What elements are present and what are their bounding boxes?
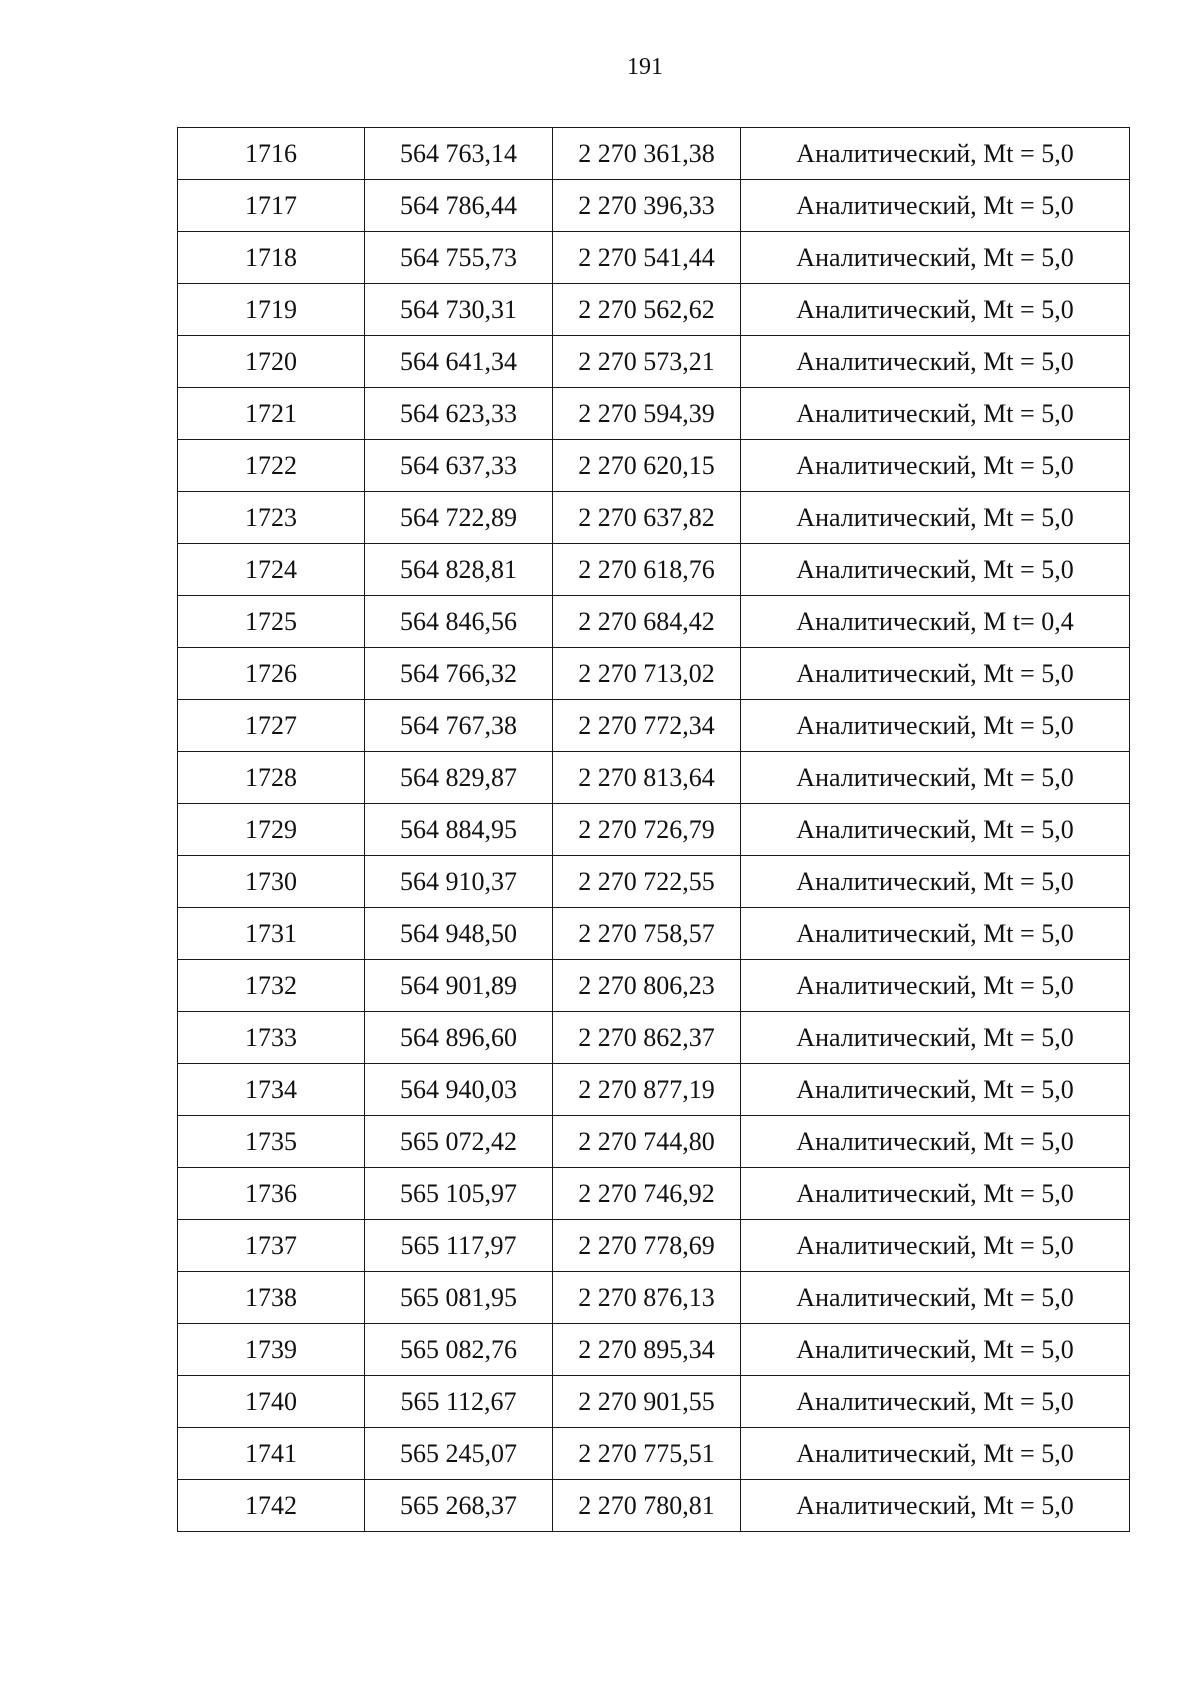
y-coordinate-cell: 2 270 876,13: [553, 1272, 741, 1324]
y-coordinate-cell: 2 270 746,92: [553, 1168, 741, 1220]
x-coordinate-cell: 564 940,03: [365, 1064, 553, 1116]
point-number-cell: 1720: [178, 336, 365, 388]
method-cell: Аналитический, Mt = 5,0: [741, 492, 1130, 544]
x-coordinate-cell: 564 623,33: [365, 388, 553, 440]
method-cell: Аналитический, Mt = 5,0: [741, 180, 1130, 232]
x-coordinate-cell: 564 901,89: [365, 960, 553, 1012]
table-row: [178, 388, 1130, 440]
y-coordinate-cell: 2 270 618,76: [553, 544, 741, 596]
table-row: [178, 284, 1130, 336]
y-coordinate-cell: 2 270 780,81: [553, 1480, 741, 1532]
point-number-cell: 1731: [178, 908, 365, 960]
table-row: [178, 960, 1130, 1012]
coordinates-table: [177, 127, 1130, 1532]
method-cell: Аналитический, Mt = 5,0: [741, 1428, 1130, 1480]
y-coordinate-cell: 2 270 361,38: [553, 128, 741, 180]
table-row: [178, 1376, 1130, 1428]
x-coordinate-cell: 564 722,89: [365, 492, 553, 544]
table-row: [178, 596, 1130, 648]
method-cell: Аналитический, Mt = 5,0: [741, 388, 1130, 440]
point-number-cell: 1733: [178, 1012, 365, 1064]
x-coordinate-cell: 565 112,67: [365, 1376, 553, 1428]
y-coordinate-cell: 2 270 562,62: [553, 284, 741, 336]
table-row: [178, 752, 1130, 804]
y-coordinate-cell: 2 270 573,21: [553, 336, 741, 388]
page-number: 191: [627, 54, 663, 80]
y-coordinate-cell: 2 270 775,51: [553, 1428, 741, 1480]
point-number-cell: 1738: [178, 1272, 365, 1324]
point-number-cell: 1723: [178, 492, 365, 544]
y-coordinate-cell: 2 270 594,39: [553, 388, 741, 440]
point-number-cell: 1732: [178, 960, 365, 1012]
method-cell: Аналитический, Mt = 5,0: [741, 232, 1130, 284]
x-coordinate-cell: 565 245,07: [365, 1428, 553, 1480]
method-cell: Аналитический, Mt = 5,0: [741, 1012, 1130, 1064]
x-coordinate-cell: 564 948,50: [365, 908, 553, 960]
point-number-cell: 1717: [178, 180, 365, 232]
method-cell: Аналитический, Mt = 5,0: [741, 648, 1130, 700]
method-cell: Аналитический, Mt = 5,0: [741, 1064, 1130, 1116]
point-number-cell: 1724: [178, 544, 365, 596]
x-coordinate-cell: 565 081,95: [365, 1272, 553, 1324]
method-cell: Аналитический, Mt = 5,0: [741, 128, 1130, 180]
y-coordinate-cell: 2 270 684,42: [553, 596, 741, 648]
point-number-cell: 1734: [178, 1064, 365, 1116]
table-row: [178, 1168, 1130, 1220]
point-number-cell: 1719: [178, 284, 365, 336]
y-coordinate-cell: 2 270 772,34: [553, 700, 741, 752]
table-row: [178, 700, 1130, 752]
method-cell: Аналитический, Mt = 5,0: [741, 1324, 1130, 1376]
point-number-cell: 1737: [178, 1220, 365, 1272]
point-number-cell: 1740: [178, 1376, 365, 1428]
y-coordinate-cell: 2 270 637,82: [553, 492, 741, 544]
method-cell: Аналитический, Mt = 5,0: [741, 440, 1130, 492]
table-row: [178, 1480, 1130, 1532]
point-number-cell: 1728: [178, 752, 365, 804]
y-coordinate-cell: 2 270 620,15: [553, 440, 741, 492]
method-cell: Аналитический, Mt = 5,0: [741, 544, 1130, 596]
x-coordinate-cell: 564 829,87: [365, 752, 553, 804]
x-coordinate-cell: 564 767,38: [365, 700, 553, 752]
table-row: [178, 492, 1130, 544]
method-cell: Аналитический, Mt = 5,0: [741, 1168, 1130, 1220]
point-number-cell: 1718: [178, 232, 365, 284]
x-coordinate-cell: 564 910,37: [365, 856, 553, 908]
y-coordinate-cell: 2 270 806,23: [553, 960, 741, 1012]
y-coordinate-cell: 2 270 758,57: [553, 908, 741, 960]
y-coordinate-cell: 2 270 541,44: [553, 232, 741, 284]
x-coordinate-cell: 564 846,56: [365, 596, 553, 648]
point-number-cell: 1730: [178, 856, 365, 908]
y-coordinate-cell: 2 270 901,55: [553, 1376, 741, 1428]
y-coordinate-cell: 2 270 713,02: [553, 648, 741, 700]
x-coordinate-cell: 564 641,34: [365, 336, 553, 388]
point-number-cell: 1741: [178, 1428, 365, 1480]
x-coordinate-cell: 564 763,14: [365, 128, 553, 180]
table-body: [178, 128, 1130, 1532]
point-number-cell: 1727: [178, 700, 365, 752]
x-coordinate-cell: 564 766,32: [365, 648, 553, 700]
table-row: [178, 440, 1130, 492]
y-coordinate-cell: 2 270 877,19: [553, 1064, 741, 1116]
point-number-cell: 1739: [178, 1324, 365, 1376]
x-coordinate-cell: 565 105,97: [365, 1168, 553, 1220]
point-number-cell: 1716: [178, 128, 365, 180]
method-cell: Аналитический, Mt = 5,0: [741, 1272, 1130, 1324]
method-cell: Аналитический, Mt = 5,0: [741, 752, 1130, 804]
y-coordinate-cell: 2 270 722,55: [553, 856, 741, 908]
method-cell: Аналитический, M t= 0,4: [741, 596, 1130, 648]
x-coordinate-cell: 565 117,97: [365, 1220, 553, 1272]
y-coordinate-cell: 2 270 744,80: [553, 1116, 741, 1168]
method-cell: Аналитический, Mt = 5,0: [741, 336, 1130, 388]
point-number-cell: 1729: [178, 804, 365, 856]
x-coordinate-cell: 564 786,44: [365, 180, 553, 232]
point-number-cell: 1726: [178, 648, 365, 700]
table-row: [178, 128, 1130, 180]
method-cell: Аналитический, Mt = 5,0: [741, 284, 1130, 336]
table-row: [178, 544, 1130, 596]
method-cell: Аналитический, Mt = 5,0: [741, 960, 1130, 1012]
table-row: [178, 908, 1130, 960]
table-row: [178, 180, 1130, 232]
x-coordinate-cell: 564 755,73: [365, 232, 553, 284]
table-row: [178, 648, 1130, 700]
table-row: [178, 804, 1130, 856]
table-row: [178, 1064, 1130, 1116]
table-row: [178, 1012, 1130, 1064]
table-row: [178, 232, 1130, 284]
table-row: [178, 856, 1130, 908]
table-row: [178, 336, 1130, 388]
table-row: [178, 1220, 1130, 1272]
point-number-cell: 1736: [178, 1168, 365, 1220]
method-cell: Аналитический, Mt = 5,0: [741, 1116, 1130, 1168]
x-coordinate-cell: 564 637,33: [365, 440, 553, 492]
method-cell: Аналитический, Mt = 5,0: [741, 856, 1130, 908]
point-number-cell: 1722: [178, 440, 365, 492]
point-number-cell: 1725: [178, 596, 365, 648]
method-cell: Аналитический, Mt = 5,0: [741, 1220, 1130, 1272]
table-row: [178, 1324, 1130, 1376]
method-cell: Аналитический, Mt = 5,0: [741, 1376, 1130, 1428]
x-coordinate-cell: 565 082,76: [365, 1324, 553, 1376]
method-cell: Аналитический, Mt = 5,0: [741, 700, 1130, 752]
y-coordinate-cell: 2 270 726,79: [553, 804, 741, 856]
x-coordinate-cell: 565 268,37: [365, 1480, 553, 1532]
point-number-cell: 1721: [178, 388, 365, 440]
x-coordinate-cell: 564 730,31: [365, 284, 553, 336]
point-number-cell: 1742: [178, 1480, 365, 1532]
x-coordinate-cell: 565 072,42: [365, 1116, 553, 1168]
y-coordinate-cell: 2 270 396,33: [553, 180, 741, 232]
x-coordinate-cell: 564 884,95: [365, 804, 553, 856]
y-coordinate-cell: 2 270 813,64: [553, 752, 741, 804]
method-cell: Аналитический, Mt = 5,0: [741, 804, 1130, 856]
method-cell: Аналитический, Mt = 5,0: [741, 908, 1130, 960]
table-row: [178, 1116, 1130, 1168]
x-coordinate-cell: 564 828,81: [365, 544, 553, 596]
y-coordinate-cell: 2 270 895,34: [553, 1324, 741, 1376]
y-coordinate-cell: 2 270 778,69: [553, 1220, 741, 1272]
table-row: [178, 1272, 1130, 1324]
x-coordinate-cell: 564 896,60: [365, 1012, 553, 1064]
y-coordinate-cell: 2 270 862,37: [553, 1012, 741, 1064]
method-cell: Аналитический, Mt = 5,0: [741, 1480, 1130, 1532]
table-row: [178, 1428, 1130, 1480]
point-number-cell: 1735: [178, 1116, 365, 1168]
